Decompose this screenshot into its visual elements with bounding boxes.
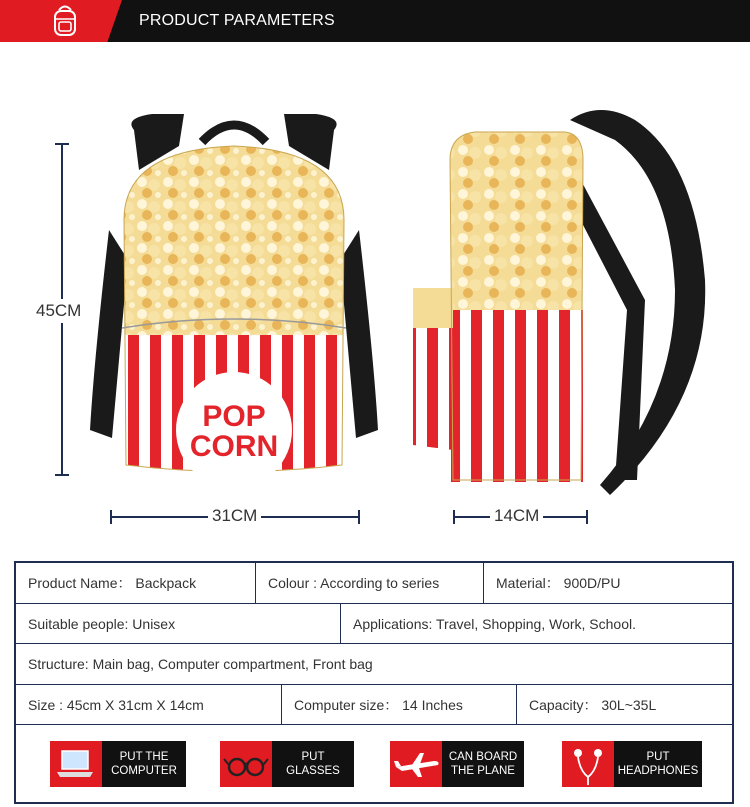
depth-label: 14CM <box>490 506 543 526</box>
feature-headphones-line2: HEADPHONES <box>617 765 699 777</box>
spec-colour: Colour : According to series <box>256 563 484 603</box>
feature-glasses <box>220 741 354 787</box>
spec-applications: Applications: Travel, Shopping, Work, School. <box>353 615 637 632</box>
spec-row-2 <box>16 604 732 644</box>
width-cap-left <box>110 510 112 524</box>
spec-suitable-people: Suitable people: Unisex <box>16 604 341 643</box>
backpack-front-image <box>84 110 384 480</box>
depth-cap-right <box>586 510 588 524</box>
width-cap-right <box>358 510 360 524</box>
feature-computer <box>50 741 186 787</box>
spec-row-3 <box>16 644 732 685</box>
spec-computer-size: Computer size： 14 Inches <box>282 685 517 724</box>
spec-size: Size : 45cm X 31cm X 14cm <box>16 685 282 724</box>
width-label: 31CM <box>208 506 261 526</box>
feature-headphones-line1: PUT <box>646 751 670 763</box>
logo-badge <box>0 0 122 42</box>
spec-structure: Structure: Main bag, Computer compartment, Front bag <box>28 656 373 672</box>
feature-glasses-line1: PUT <box>301 751 325 763</box>
spec-material: Material： 900D/PU <box>496 575 621 591</box>
spec-row-4 <box>16 685 732 725</box>
height-label: 45CM <box>36 299 81 323</box>
spec-table <box>14 561 734 804</box>
feature-glasses-line2: GLASSES <box>286 765 340 777</box>
headphones-icon <box>562 741 614 787</box>
page-title: PRODUCT PARAMETERS <box>139 12 335 29</box>
depth-cap-left <box>453 510 455 524</box>
spec-row-1 <box>16 563 732 604</box>
feature-computer-line2: COMPUTER <box>111 765 177 777</box>
height-cap-bottom <box>55 474 69 476</box>
feature-plane <box>390 741 524 787</box>
airplane-icon <box>390 741 442 787</box>
feature-plane-line1: CAN BOARD <box>448 751 518 763</box>
spec-product-name: Product Name： Backpack <box>16 563 256 603</box>
feature-headphones <box>562 741 702 787</box>
popcorn-logo-line1: POP <box>202 400 266 433</box>
backpack-icon <box>50 4 80 38</box>
height-cap-top <box>55 143 69 145</box>
laptop-icon <box>50 741 102 787</box>
spec-capacity: Capacity： 30L~35L <box>529 696 657 713</box>
feature-computer-line1: PUT THE <box>119 751 169 763</box>
backpack-side-image <box>405 100 715 500</box>
glasses-icon <box>220 741 272 787</box>
feature-plane-line2: THE PLANE <box>451 765 515 777</box>
header-bar <box>0 0 750 42</box>
popcorn-logo-line2: CORN <box>189 430 279 463</box>
